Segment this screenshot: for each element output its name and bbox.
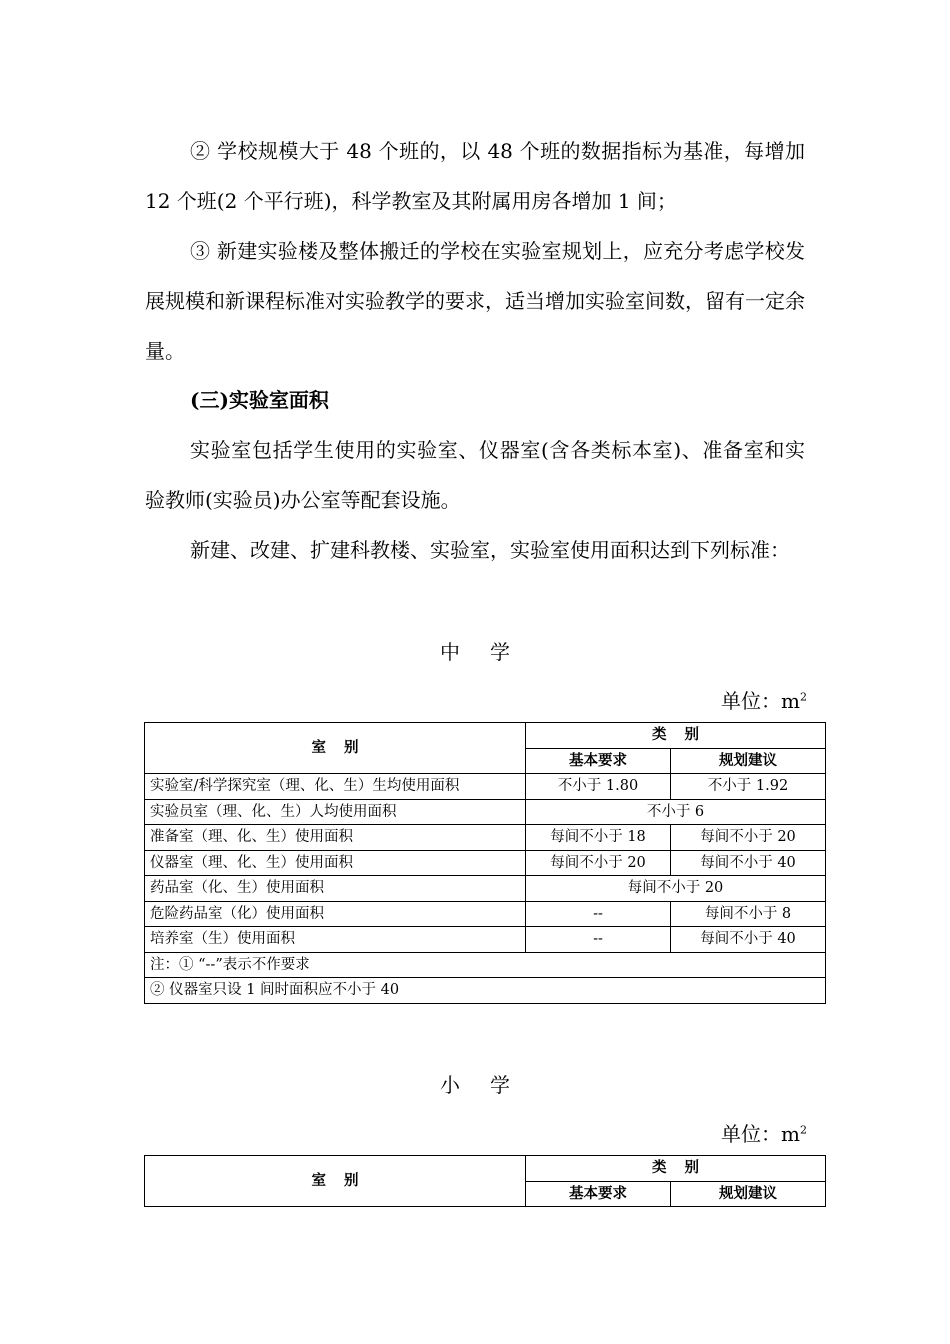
row-plan: 每间不小于 20 (671, 825, 826, 851)
row-plan: 每间不小于 8 (671, 901, 826, 927)
paragraph-lab-facilities: 实验室包括学生使用的实验室、仪器室(含各类标本室)、准备室和实验教师(实验员)办公室等配套设施。 (145, 438, 805, 512)
header-category: 类别 (526, 1156, 826, 1182)
table-header-row (145, 723, 826, 749)
header-category: 类别 (526, 723, 826, 749)
unit-superscript: 2 (800, 1123, 807, 1137)
middle-school-title: 中学 (440, 640, 540, 664)
table-row (145, 901, 826, 927)
row-plan: 每间不小于 40 (671, 850, 826, 876)
table-row (145, 850, 826, 876)
table-row (145, 799, 826, 825)
row-basic: -- (526, 901, 671, 927)
middle-school-area-table (144, 722, 826, 1004)
table-row (145, 876, 826, 902)
header-basic: 基本要求 (526, 748, 671, 774)
paragraph-area-standard-intro: 新建、改建、扩建科教楼、实验室，实验室使用面积达到下列标准： (190, 538, 790, 562)
row-plan: 每间不小于 40 (671, 927, 826, 953)
middle-school-unit (721, 685, 807, 714)
row-basic: 每间不小于 20 (526, 850, 671, 876)
row-name: 药品室（化、生）使用面积 (145, 876, 526, 902)
table-note-row (145, 978, 826, 1004)
header-basic: 基本要求 (526, 1181, 671, 1207)
table-row (145, 927, 826, 953)
table-note: 注：① “--”表示不作要求 (145, 952, 826, 978)
row-merged-value: 每间不小于 20 (526, 876, 826, 902)
header-plan: 规划建议 (671, 1181, 826, 1207)
unit-label: 单位：m (721, 1122, 800, 1146)
header-room: 室别 (145, 723, 526, 774)
row-basic: -- (526, 927, 671, 953)
header-room: 室别 (145, 1156, 526, 1207)
primary-school-area-table (144, 1155, 826, 1207)
primary-school-title: 小学 (440, 1073, 540, 1097)
section-heading-lab-area: (三)实验室面积 (190, 388, 329, 412)
row-name: 实验员室（理、化、生）人均使用面积 (145, 799, 526, 825)
paragraph-scale-rule: ② 学校规模大于 48 个班的，以 48 个班的数据指标为基准，每增加 12 个班(2 个平行班)，科学教室及其附属用房各增加 1 间； (145, 139, 805, 213)
table-header-row (145, 1156, 826, 1182)
table-note: ② 仪器室只设 1 间时面积应不小于 40 (145, 978, 826, 1004)
row-basic: 每间不小于 18 (526, 825, 671, 851)
row-name: 仪器室（理、化、生）使用面积 (145, 850, 526, 876)
table-note-row (145, 952, 826, 978)
row-name: 实验室/科学探究室（理、化、生）生均使用面积 (145, 774, 526, 800)
row-merged-value: 不小于 6 (526, 799, 826, 825)
unit-superscript: 2 (800, 690, 807, 704)
paragraph-new-building-rule: ③ 新建实验楼及整体搬迁的学校在实验室规划上，应充分考虑学校发展规模和新课程标准对实验教学的要求，适当增加实验室间数，留有一定余量。 (145, 239, 805, 363)
unit-label: 单位：m (721, 689, 800, 713)
primary-school-unit (721, 1118, 807, 1147)
header-plan: 规划建议 (671, 748, 826, 774)
table-row (145, 825, 826, 851)
row-basic: 不小于 1.80 (526, 774, 671, 800)
row-plan: 不小于 1.92 (671, 774, 826, 800)
row-name: 培养室（生）使用面积 (145, 927, 526, 953)
row-name: 危险药品室（化）使用面积 (145, 901, 526, 927)
row-name: 准备室（理、化、生）使用面积 (145, 825, 526, 851)
table-row (145, 774, 826, 800)
